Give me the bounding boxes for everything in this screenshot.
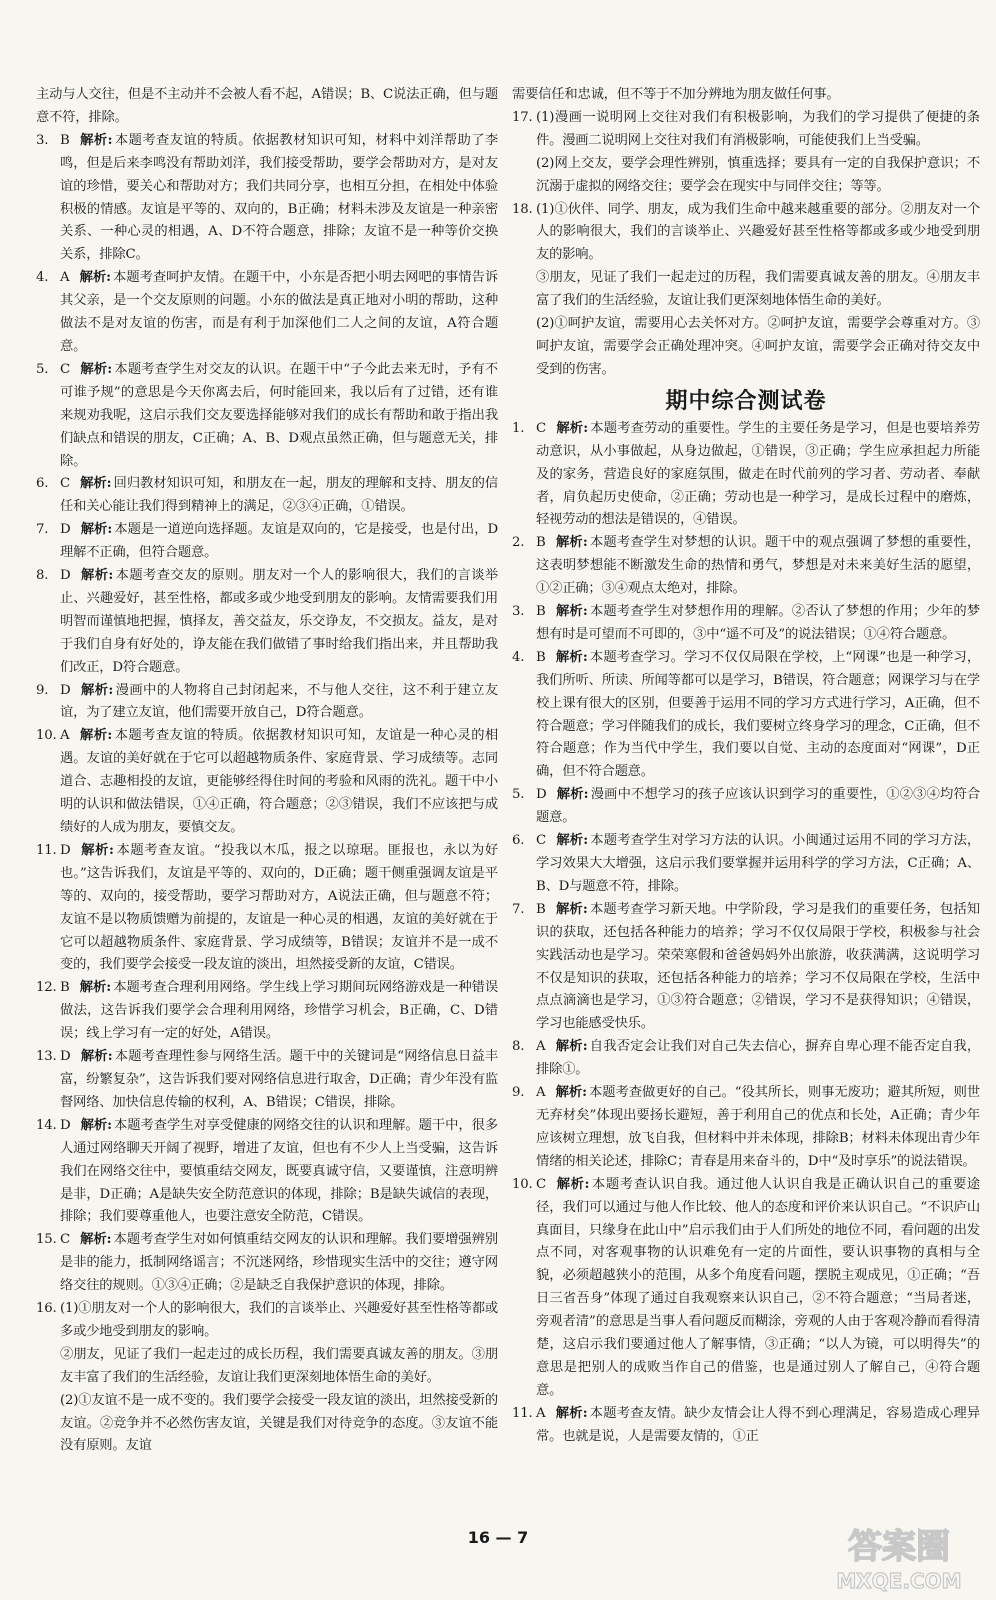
item-answer: A [60, 270, 70, 286]
answer-item [512, 647, 980, 784]
item-number: 11. [36, 842, 57, 858]
right-items-before-list [512, 107, 980, 382]
item-answer: C [536, 420, 546, 436]
item-text: ③朋友，见证了我们一起走过的历程，我们需要真诚友善的朋友。④朋友丰富了我们的生活经验，友谊让我们更深刻地体悟生命的美好。 [536, 270, 980, 309]
answer-item [36, 725, 498, 840]
answer-item [512, 1082, 980, 1174]
watermark-logo [824, 1516, 974, 1596]
item-number: 8. [512, 1039, 525, 1055]
answer-item [36, 977, 498, 1046]
item-label: 解析: [80, 842, 114, 858]
answer-item [512, 899, 980, 1036]
item-text: 本题考查合理利用网络。学生线上学习期间玩网络游戏是一种错误做法，这告诉我们要学会合理利用网络，珍惜学习机会，B正确，C、D错误；线上学习有一定的好处，A错误。 [60, 980, 498, 1042]
item-label: 解析: [79, 1232, 112, 1248]
left-lead-text: 主动与人交往，但是不主动并不会被人看不起，A错误；B、C说法正确，但与题意不符，排除。 [36, 87, 498, 125]
item-text: 本题考查友谊的特质。依据教材知识可知，材料中刘洋帮助了李鸣，但是后来李鸣没有帮助刘洋，我们接受帮助，要学会帮助对方，是对友谊的珍惜，要关心和帮助对方；我们共同分享，也相互分担，在相处中体验积极的情感。友谊是平等的、双向的，B正确；材料未涉及友谊是一种亲密关系、一种心灵的相遇，A、D不符合题意，排除；友谊不是一种等价交换关系，排除C。 [60, 132, 499, 263]
item-label: 解析: [555, 1176, 590, 1192]
right-items-after-list [512, 418, 980, 1449]
item-answer: D [60, 568, 71, 584]
left-items-list [36, 130, 498, 1344]
answer-item [512, 1174, 980, 1403]
item-text: (2)网上交友，要学会理性辨别，慎重选择；要具有一定的自我保护意识；不沉溺于虚拟的网络交往；要学会在现实中与同伴交往；等等。 [536, 155, 980, 194]
item-text: 本题考查理性参与网络生活。题干中的关键词是“网络信息日益丰富，纷繁复杂”，这告诉我们要对网络信息进行取舍，D正确；青少年没有监督网络、加快信息传输的权利，A、B错误；C错误，排除。 [60, 1049, 498, 1110]
answer-item [512, 830, 980, 899]
answer-item [512, 107, 980, 153]
answer-item [512, 153, 980, 199]
watermark-text: 答案圈 [848, 1527, 950, 1567]
left-column [36, 84, 498, 1458]
item-label: 解析: [79, 270, 111, 286]
item-number: 15. [36, 1232, 57, 1248]
item-text: 本题考查学生对梦想作用的理解。②否认了梦想的作用；少年的梦想有时是可望而不可即的，③中“遥不可及”的说法错误；①④符合题意。 [536, 604, 980, 642]
item-answer: D [60, 1049, 71, 1065]
item-label: 解析: [79, 132, 113, 148]
item-number: 16. [36, 1301, 57, 1317]
item-text: 回归教材知识可知，和朋友在一起，朋友的理解和支持、朋友的信任和关心能让我们得到精神上的满足，②③④正确，①错误。 [60, 476, 498, 515]
item-answer: A [536, 1085, 546, 1101]
item-label: 解析: [555, 604, 588, 620]
item-number: 6. [512, 833, 525, 849]
answer-item [36, 840, 498, 977]
item-text: 本题考查学生对交友的认识。在题干中“子今此去来无时，予有不可谁予规”的意思是今天你离去后，何时能回来，我以后有了过错，还有谁来规劝我呢，这启示我们交友要选择能够对我们的成长有帮助和敢于指出我们缺点和错误的朋友，C正确；A、B、D观点虽然正确，但与题意无关，排除。 [60, 361, 499, 469]
item-label: 解析: [555, 1085, 587, 1101]
item-answer: C [536, 1176, 546, 1192]
item-text: 本题考查学生对学习方法的认识。小闽通过运用不同的学习方法，学习效果大大增强，这启示我们要掌握并运用科学的学习方法，C正确；A、B、D与题意不符，排除。 [536, 833, 980, 894]
item-text: 本题考查认识自我。通过他人认识自我是正确认识自己的重要途径，我们可以通过与他人作比较、他人的态度和评价来认识自己。“不识庐山真面目，只缘身在此山中”启示我们由于人们所处的地位不同，看问题的出发点不同，对客观事物的认识难免有一定的片面性，要认识事物的真相与全貌，必须超越狭小的范围，从多个角度看问题，摆脱主观成见，①正确；“吾日三省吾身”体现了通过自我观察来认识自己，②不符合题意；“当局者迷，旁观者清”的意思是当事人看问题反而糊涂，旁观的人由于客观冷静而看得清楚，这启示我们要通过他人了解事情，③正确；“以人为镜，可以明得失”的意思是把别人的成败当作自己的借鉴，也是通过别人了解自己，④符合题意。 [536, 1176, 980, 1398]
item-label: 解析: [79, 728, 113, 744]
item-text: (2)①呵护友谊，需要用心去关怀对方。②呵护友谊，需要学会尊重对方。③呵护友谊，需要学会正确处理冲突。④呵护友谊，需要学会正确对待交友中受到的伤害。 [536, 316, 980, 377]
item-number: 5. [512, 787, 525, 803]
answer-item [36, 359, 498, 474]
item-number: 4. [36, 270, 49, 286]
item-text: 自我否定会让我们对自己失去信心，摒弃自卑心理不能否定自我，排除①。 [536, 1039, 980, 1078]
item-label: 解析: [555, 901, 588, 917]
item-number: 11. [512, 1405, 533, 1421]
answer-item [36, 1298, 498, 1344]
item-label: 解析: [79, 980, 112, 996]
answer-item [36, 565, 498, 680]
item-number: 4. [512, 649, 525, 665]
answer-item [512, 199, 980, 268]
item-text: 本题考查学习。学习不仅仅局限在学校，上“网课”也是一种学习，我们所听、所读、所闻等都可以是学习，B错误，符合题意；网课学习与在学校上课有很大的区别，但要善于运用不同的学习方式进行学习，A正确，但不符合题意；学习伴随我们的成长，我们要树立终身学习的理念，C正确，但不符合题意；作为当代中学生，我们要以自觉、主动的态度面对“网课”，D正确，但不符合题意。 [536, 649, 980, 780]
answer-item [512, 313, 980, 382]
item-text: 本题考查学习新天地。中学阶段，学习是我们的重要任务，包括知识的获取，还包括各种能力的培养；学习不仅仅局限于学校，积极参与社会实践活动也是学习。荣荣寒假和爸爸妈妈外出旅游，收获满满，这说明学习不仅是知识的获取，还包括各种能力的培养；学习不仅局限在学校，生活中点点滴滴也是学习，①③符合题意；②错误，学习不是获得知识；④错误，学习也能感受快乐。 [536, 901, 980, 1032]
item-text: 本题是一道逆向选择题。友谊是双向的，它是接受，也是付出，D理解不正确，但符合题意。 [60, 522, 498, 561]
right-column [512, 84, 980, 1449]
item-label: 解析: [556, 787, 589, 803]
item-text: 漫画中不想学习的孩子应该认识到学习的重要性，①②③④均符合题意。 [536, 787, 980, 826]
item-label: 解析: [555, 1405, 588, 1421]
item-text: 本题考查学生对享受健康的网络交往的认识和理解。题干中，很多人通过网络聊天开阔了视野，增进了友谊，但也有不少人上当受骗，这告诉我们在网络交往中，要慎重结交网友，既要真诚守信，又要谨慎，注意明辨是非，D正确；A是缺失安全防范意识的体现，排除；B是缺失诚信的表现，排除；我们要尊重他人，也要注意安全防范，C错误。 [60, 1117, 498, 1225]
item-text: 本题考查呵护友情。在题干中，小东是否把小明去网吧的事情告诉其父亲，是一个交友原则的问题。小东的做法是真正地对小明的帮助，这种做法不是对友谊的伤害，而是有利于加深他们二人之间的友谊，A符合题意。 [60, 270, 498, 354]
item-number: 12. [36, 980, 57, 996]
item-number: 5. [36, 361, 49, 377]
item-number: 10. [512, 1176, 533, 1192]
answer-item [512, 418, 980, 533]
item-answer: B [536, 535, 546, 551]
answer-item [36, 1115, 498, 1230]
item-label: 解析: [80, 1049, 113, 1065]
item-answer: D [60, 522, 71, 538]
item-answer: B [60, 132, 70, 148]
item-text: (1)①伙伴、同学、朋友，成为我们生命中越来越重要的部分。②朋友对一个人的影响很大，我们的言谈举止、兴趣爱好甚至性格等都或多或少地受到朋友的影响。 [536, 201, 980, 263]
item-label: 解析: [80, 568, 114, 584]
item-answer: A [60, 728, 70, 744]
item-number: 1. [512, 420, 525, 436]
item-answer: C [60, 1232, 70, 1248]
item-number: 14. [36, 1117, 57, 1133]
section-title: 期中综合测试卷 [665, 387, 827, 414]
left-tail-list [36, 1344, 498, 1459]
item-number: 2. [512, 535, 525, 551]
item-answer: D [60, 1117, 71, 1133]
answer-item [36, 1229, 498, 1298]
item-answer: C [60, 361, 70, 377]
answer-item [36, 473, 498, 519]
item-label: 解析: [555, 649, 588, 665]
item-answer: B [60, 980, 70, 996]
item-answer: B [536, 901, 546, 917]
item-number: 8. [36, 568, 49, 584]
item-text: 本题考查劳动的重要性。学生的主要任务是学习，但是也要培养劳动意识，从小事做起，从身边做起，①错误，③正确；学生应承担起力所能及的家务，营造良好的家庭氛围，做走在时代前列的学习者、劳动者、奉献者，肩负起历史使命，②正确；劳动也是一种学习，是成长过程中的磨炼，轻视劳动的想法是错误的，④错误。 [536, 420, 980, 528]
watermark-url: MXQE.COM [836, 1569, 962, 1593]
answer-item [36, 680, 498, 726]
item-number: 7. [512, 901, 525, 917]
item-number: 17. [512, 109, 533, 125]
item-text: 本题考查学生对梦想的认识。题干中的观点强调了梦想的重要性，这表明梦想能不断激发生命的热情和勇气，梦想是对未来美好生活的愿望，①②正确；③④观点太绝对，排除。 [536, 535, 980, 597]
item-number: 7. [36, 522, 49, 538]
item-label: 解析: [80, 522, 113, 538]
item-answer: D [60, 682, 71, 698]
item-text: 本题考查交友的原则。朋友对一个人的影响很大，我们的言谈举止、兴趣爱好，甚至性格，都或多或少地受到朋友的影响。友情需要我们用明智而谨慎地把握，慎择友，善交益友，乐交诤友，不交损友。益友，是对于我们自身有好处的，诤友能在我们做错了事时给我们指出来，并且帮助我们改正，D符合题意。 [60, 568, 498, 675]
item-text: 本题考查友谊的特质。依据教材知识可知，友谊是一种心灵的相遇。友谊的美好就在于它可以超越物质条件、家庭背景、学习成绩等。志同道合、志趣相投的友谊，更能够经得住时间的考验和风雨的洗礼。题干中小明的认识和做法错误，①④正确，符合题意；②③错误，我们不应该把与成绩好的人成为朋友，要慎交友。 [60, 728, 499, 835]
answer-item [36, 267, 498, 359]
item-label: 解析: [80, 1117, 112, 1133]
item-text: (1)①朋友对一个人的影响很大，我们的言谈举止、兴趣爱好甚至性格等都或多或少地受到朋友的影响。 [60, 1301, 498, 1339]
item-number: 13. [36, 1049, 57, 1065]
item-text: (1)漫画一说明网上交往对我们有积极影响，为我们的学习提供了便捷的条件。漫画二说明网上交往对我们有消极影响，可能使我们上当受骗。 [536, 109, 980, 148]
answer-item [512, 532, 980, 601]
right-lead-text: 需要信任和忠诚，但不等于不加分辨地为朋友做任何事。 [512, 87, 840, 102]
item-text: 本题考查友情。缺少友情会让人得不到心理满足，容易造成心理异常。也就是说，人是需要友情的，①正 [536, 1405, 980, 1444]
item-number: 6. [36, 476, 49, 492]
tail-paragraph: ②朋友，见证了我们一起走过的成长历程，我们需要真诚友善的朋友。③朋友丰富了我们的生活经验，友谊让我们更深刻地体悟生命的美好。 [60, 1346, 498, 1385]
item-label: 解析: [79, 361, 112, 377]
item-label: 解析: [79, 476, 112, 492]
item-number: 18. [512, 201, 533, 217]
answer-item [512, 1036, 980, 1082]
item-answer: B [536, 649, 546, 665]
item-label: 解析: [555, 420, 588, 436]
answer-item [512, 267, 980, 313]
answer-item [36, 519, 498, 565]
item-answer: C [536, 833, 546, 849]
item-answer: C [60, 476, 70, 492]
item-number: 9. [36, 682, 49, 698]
tail-paragraph: (2)①友谊不是一成不变的。我们要学会接受一段友谊的淡出，坦然接受新的友谊。②竞争并不必然伤害友谊，关键是我们对待竞争的态度。③友谊不能没有原则。友谊 [60, 1392, 498, 1454]
page-number: 16 — 7 [467, 1528, 529, 1547]
item-answer: A [536, 1039, 546, 1055]
answer-item [36, 130, 498, 267]
answer-item [36, 1046, 498, 1115]
item-answer: A [536, 1405, 546, 1421]
item-number: 10. [36, 728, 57, 744]
item-text: 漫画中的人物将自己封闭起来，不与他人交往，这不利于建立友谊，为了建立友谊，他们需要开放自己，D符合题意。 [60, 682, 498, 721]
item-label: 解析: [555, 833, 588, 849]
answer-item [512, 784, 980, 830]
item-label: 解析: [80, 682, 114, 698]
item-text: 本题考查学生对如何慎重结交网友的认识和理解。我们要增强辨别是非的能力，抵制网络谣言；不沉迷网络，珍惜现实生活中的交往；遵守网络交往的规则。①③④正确；②是缺乏自我保护意识的体现，排除。 [60, 1232, 498, 1294]
item-number: 3. [512, 604, 525, 620]
answer-item [512, 601, 980, 647]
answer-item [512, 1403, 980, 1449]
item-number: 9. [512, 1085, 525, 1101]
item-label: 解析: [555, 1039, 588, 1055]
item-number: 3. [36, 132, 49, 148]
item-label: 解析: [555, 535, 588, 551]
item-text: 本题考查做更好的自己。“役其所长，则事无废功；避其所短，则世无弃材矣”体现出要扬长避短，善于利用自己的优点和长处，A正确；青少年应该树立理想，放飞自我，但材料中并未体现，排除B；材料未体现出青少年情绪的相关论述，排除C；青春是用来奋斗的，D中“及时享乐”的说法错误。 [536, 1085, 980, 1169]
item-answer: D [536, 787, 547, 803]
item-answer: B [536, 604, 546, 620]
item-answer: D [60, 842, 71, 858]
item-text: 本题考查友谊。“投我以木瓜，报之以琼琚。匪报也，永以为好也。”这告诉我们，友谊是平等的、双向的，D正确；题干侧重强调友谊是平等的、双向的，接受帮助，要学习帮助对方，A说法正确，但与题意不符；友谊不是以物质馈赠为前提的，友谊是一种心灵的相遇，友谊的美好就在于它可以超越物质条件、家庭背景、学习成绩等，B错误；友谊并不是一成不变的，我们要学会接受一段友谊的淡出，坦然接受新的友谊，C错误。 [60, 842, 498, 973]
